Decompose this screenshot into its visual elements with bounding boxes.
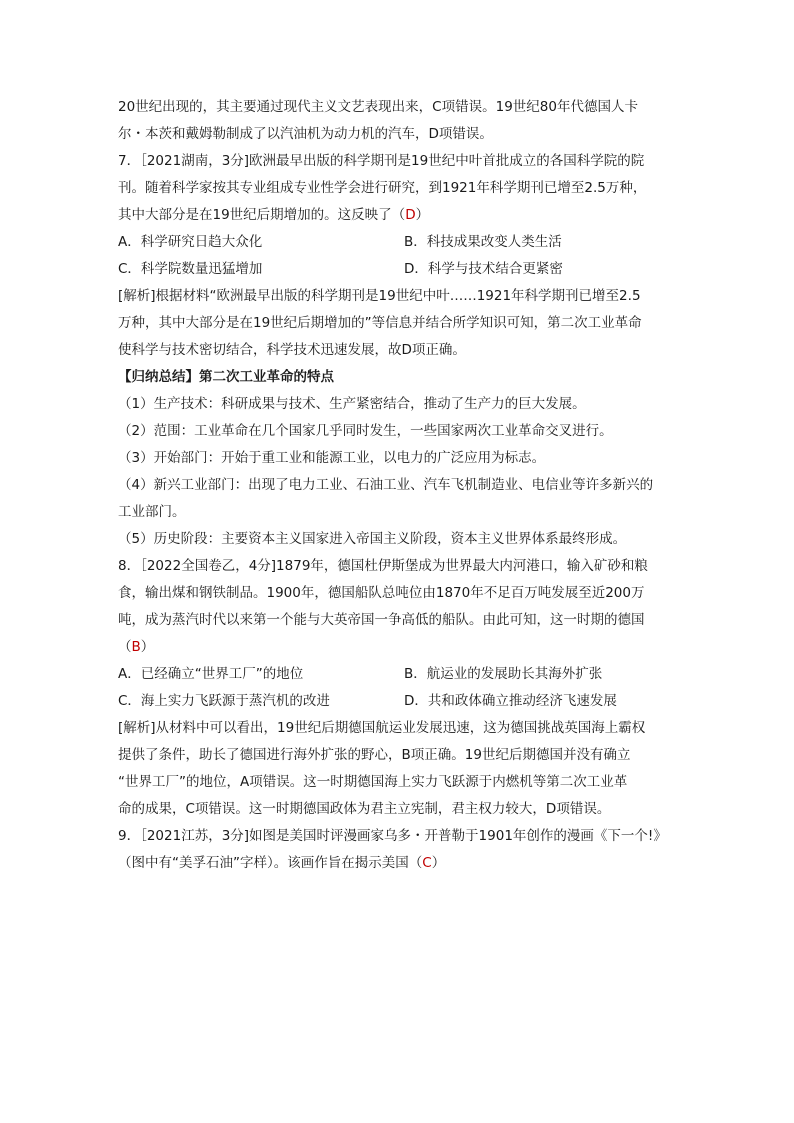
explanation-line: [解析]从材料中可以看出，19世纪后期德国航运业发展迅速，这为德国挑战英国海上霸权 [118,720,646,736]
summary-item: （1）生产技术：科研成果与技术、生产紧密结合，推动了生产力的巨大发展。 [118,396,586,412]
question-8-stem: 食，输出煤和钢铁制品。1900年，德国船队总吨位由1870年不足百万吨发展至近200万 [118,585,645,601]
summary-item: （4）新兴工业部门：出现了电力工业、石油工业、汽车飞机制造业、电信业等许多新兴的 [118,477,654,493]
question-9-stem: 9．［2021江苏，3分]如图是美国时评漫画家乌多・开普勒于1901年创作的漫画《下一个!》 [118,828,667,844]
stem-text: （图中有“美孚石油”字样）。该画作旨在揭示美国（ [118,855,423,871]
answer-letter: C [422,855,432,871]
explanation-line: [解析]根据材料“欧洲最早出版的科学期刊是19世纪中叶……1921年科学期刊已增至2.5 [118,288,641,304]
summary-item: （5）历史阶段：主要资本主义国家进入帝国主义阶段，资本主义世界体系最终形成。 [118,531,627,547]
question-7-stem: 7．［2021湖南，3分]欧洲最早出版的科学期刊是19世纪中叶首批成立的各国科学院的院 [118,153,645,169]
question-8-stem [118,638,154,656]
option-a: A．已经确立“世界工厂”的地位 [118,666,304,682]
stem-text: ） [140,639,155,655]
question-7-stem [118,206,429,224]
stem-text: ） [415,207,430,223]
option-d: D．共和政体确立推动经济飞速发展 [404,693,617,709]
summary-item: 工业部门。 [118,504,186,520]
option-c: C．海上实力飞跃源于蒸汽机的改进 [118,693,330,709]
summary-title: 【归纳总结】第二次工业革命的特点 [118,369,334,385]
option-c: C．科学院数量迅猛增加 [118,261,263,277]
explanation-line: 提供了条件，助长了德国进行海外扩张的野心，B项正确。19世纪后期德国并没有确立 [118,747,631,763]
option-a: A．科学研究日趋大众化 [118,234,263,250]
stem-text: ） [431,855,446,871]
explanation-line: 使科学与技术密切结合，科学技术迅速发展，故D项正确。 [118,342,466,358]
option-b: B．航运业的发展助长其海外扩张 [404,666,603,682]
option-b: B．科技成果改变人类生活 [404,234,562,250]
answer-letter: B [131,639,141,655]
question-9-stem [118,854,445,872]
summary-item: （2）范围：工业革命在几个国家几乎同时发生，一些国家两次工业革命交叉进行。 [118,423,613,439]
question-7-options-row [118,233,262,251]
question-7-stem: 刊。随着科学家按其专业组成专业性学会进行研究，到1921年科学期刊已增至2.5万种， [118,180,647,196]
stem-text: （ [118,639,132,655]
stem-text: 其中大部分是在19世纪后期增加的。这反映了（ [118,207,406,223]
option-d: D．科学与技术结合更紧密 [404,261,563,277]
text-line: 20世纪出现的，其主要通过现代主义文艺表现出来，C项错误。19世纪80年代德国人卡 [118,99,638,115]
answer-letter: D [405,207,416,223]
summary-item: （3）开始部门：开始于重工业和能源工业，以电力的广泛应用为标志。 [118,450,546,466]
explanation-line: 万种，其中大部分是在19世纪后期增加的”等信息并结合所学知识可知，第二次工业革命 [118,315,642,331]
explanation-line: “世界工厂”的地位，A项错误。这一时期德国海上实力飞跃源于内燃机等第二次工业革 [118,774,628,790]
explanation-line: 命的成果，C项错误。这一时期德国政体为君主立宪制，君主权力较大，D项错误。 [118,801,611,817]
question-8-stem: 吨，成为蒸汽时代以来第一个能与大英帝国一争高低的船队。由此可知，这一时期的德国 [118,612,645,628]
text-line: 尔・本茨和戴姆勒制成了以汽油机为动力机的汽车，D项错误。 [118,126,493,142]
question-8-stem: 8．［2022全国卷乙，4分]1879年，德国杜伊斯堡成为世界最大内河港口，输入矿砂和粮 [118,558,648,574]
